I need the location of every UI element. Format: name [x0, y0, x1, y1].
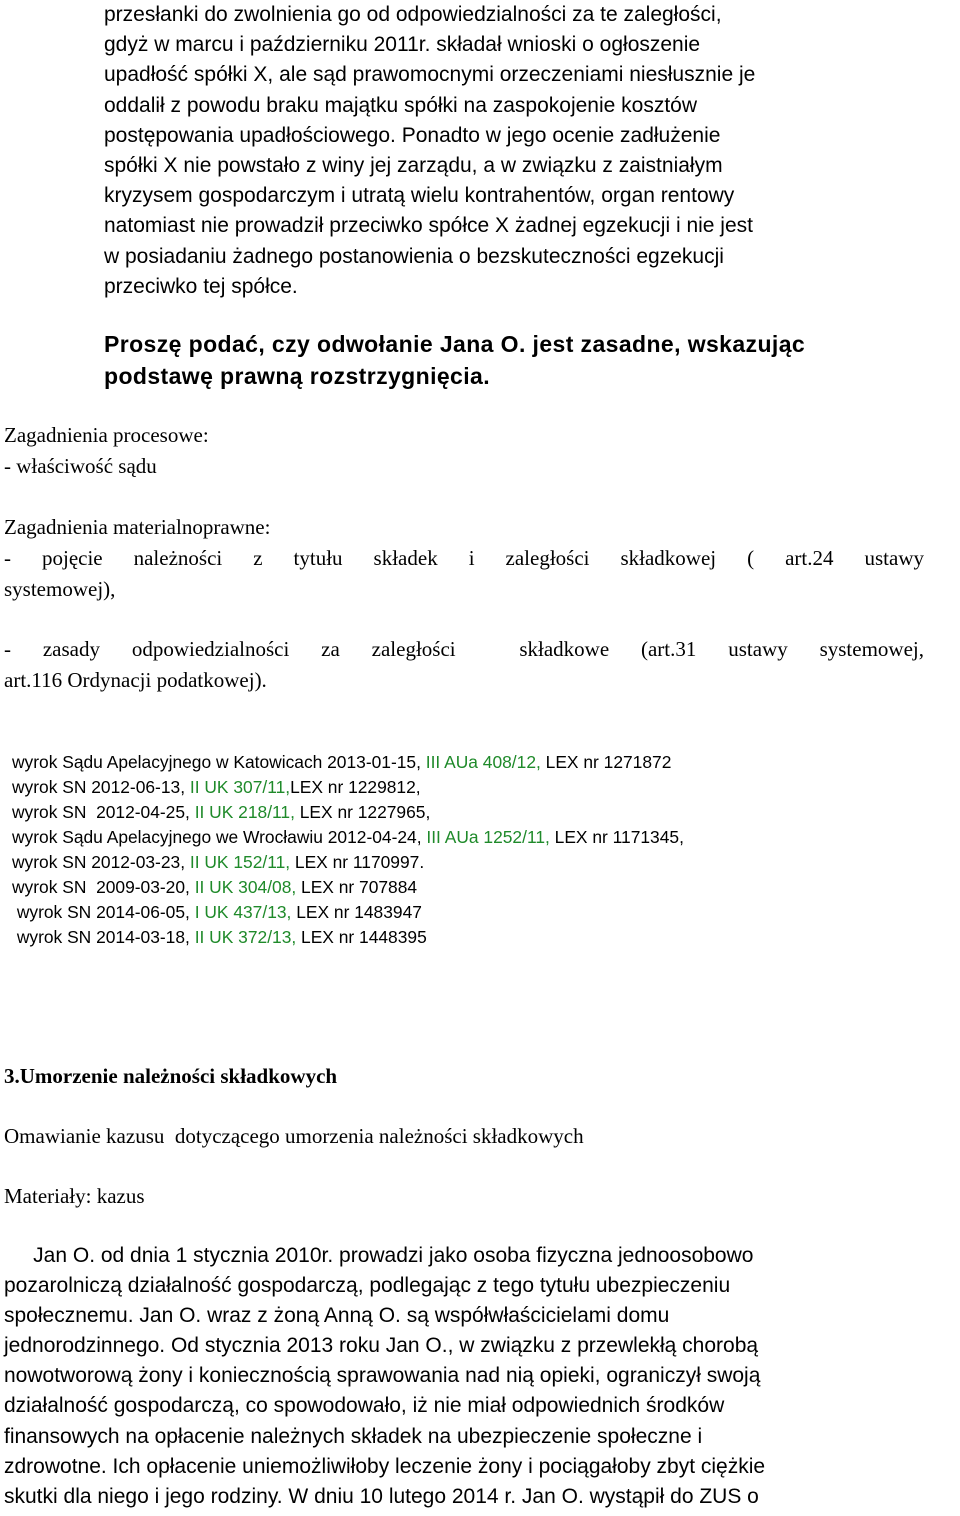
- material-heading: Zagadnienia materialnoprawne:: [4, 515, 271, 539]
- ruling-lex: LEX nr 1170997.: [290, 852, 425, 872]
- case-2-line: jednorodzinnego. Od stycznia 2013 roku Jan O., w związku z przewlekłą chorobą: [4, 1334, 759, 1358]
- question-line: Proszę podać, czy odwołanie Jana O. jest zasadne, wskazując: [104, 331, 806, 357]
- material-item-2-line-2: art.116 Ordynacji podatkowej).: [4, 668, 267, 692]
- material-item-2-line-1: - zasady odpowiedzialności za zaległości składkowe (art.31 ustawy systemowej,: [4, 637, 924, 661]
- case-line: oddalił z powodu braku majątku spółki na zaspokojenie kosztów: [104, 93, 698, 117]
- case-question: [104, 328, 944, 392]
- ruling-signature: II UK 218/11,: [194, 802, 295, 822]
- ruling-lex: LEX nr 1229812,: [290, 777, 421, 797]
- case-line: natomiast nie prowadził przeciwko spółce X żadnej egzekucji i nie jest: [104, 214, 753, 238]
- ruling-lex: LEX nr 1171345,: [549, 827, 684, 847]
- case-line: przesłanki do zwolnienia go od odpowiedzialności za te zaległości,: [104, 3, 722, 26]
- ruling-court-date: wyrok Sądu Apelacyjnego w Katowicach 2013-01-15,: [12, 752, 426, 772]
- case-description: [104, 0, 934, 302]
- case-2-line: nowotworową żony i koniecznością sprawowania nad nią opieki, ograniczył swoją: [4, 1364, 761, 1388]
- issues-section: [4, 420, 924, 696]
- case-2-line: społecznemu. Jan O. wraz z żoną Anną O. są współwłaścicielami domu: [4, 1304, 670, 1328]
- ruling-lex: LEX nr 1227965,: [294, 802, 431, 822]
- ruling-court-date: wyrok SN 2012-04-25,: [12, 802, 195, 822]
- ruling-lex: LEX nr 1483947: [291, 902, 422, 922]
- procedural-heading: Zagadnienia procesowe:: [4, 423, 209, 447]
- procedural-item: - właściwość sądu: [4, 454, 157, 478]
- case-line: gdyż w marcu i październiku 2011r. składał wnioski o ogłoszenie: [104, 33, 701, 57]
- ruling-signature: II UK 372/13,: [194, 927, 297, 947]
- ruling-item: [12, 750, 912, 775]
- ruling-signature: III AUa 408/12,: [425, 752, 541, 772]
- case-2-line: pozarolniczą działalność gospodarczą, podlegając z tego tytułu ubezpieczeniu: [4, 1274, 731, 1298]
- case-2-line: zdrowotne. Ich opłacenie uniemożliwiłoby leczenie żony i pociągałoby zbyt ciężkie: [4, 1454, 766, 1478]
- section-3: [4, 1061, 934, 1211]
- question-line: podstawę prawną rozstrzygnięcia.: [104, 363, 491, 389]
- ruling-item: [12, 800, 912, 825]
- section-3-title: 3.Umorzenie należności składkowych: [4, 1064, 338, 1088]
- ruling-signature: II UK 152/11,: [189, 852, 291, 872]
- ruling-court-date: wyrok SN 2012-03-23,: [12, 852, 190, 872]
- case-2-line: skutki dla niego i jego rodziny. W dniu 10 lutego 2014 r. Jan O. wystąpił do ZUS o: [4, 1484, 759, 1508]
- ruling-signature: II UK 307/11,: [189, 777, 291, 797]
- ruling-court-date: wyrok SN 2009-03-20,: [12, 877, 195, 897]
- ruling-item: [12, 825, 912, 850]
- ruling-court-date: wyrok SN 2014-06-05,: [12, 902, 195, 922]
- material-item-1-line-2: systemowej),: [4, 577, 116, 601]
- rulings-list: [12, 750, 912, 950]
- ruling-item: [12, 775, 912, 800]
- case-2-line: finansowych na opłacenie należnych składek na ubezpieczenie społeczne i: [4, 1424, 703, 1448]
- ruling-lex: LEX nr 1448395: [296, 927, 427, 947]
- case-2-line: działalność gospodarczą, co spowodowało, iż nie miał odpowiednich środków: [4, 1394, 725, 1418]
- case-line: kryzysem gospodarczym i utratą wielu kontrahentów, organ rentowy: [104, 184, 735, 208]
- case-line: przeciwko tej spółce.: [104, 274, 298, 298]
- case-2-description: [4, 1241, 954, 1512]
- ruling-item: [12, 925, 912, 950]
- ruling-signature: I UK 437/13,: [194, 902, 292, 922]
- ruling-item: [12, 900, 912, 925]
- case-line: upadłość spółki X, ale sąd prawomocnymi orzeczeniami niesłusznie je: [104, 63, 756, 87]
- ruling-signature: II UK 304/08,: [194, 877, 297, 897]
- case-line: w posiadaniu żadnego postanowienia o bezskuteczności egzekucji: [104, 244, 724, 268]
- case-line: postępowania upadłościowego. Ponadto w jego ocenie zadłużenie: [104, 123, 721, 147]
- ruling-item: [12, 850, 912, 875]
- case-2-line: Jan O. od dnia 1 stycznia 2010r. prowadzi jako osoba fizyczna jednoosobowo: [4, 1244, 754, 1267]
- ruling-court-date: wyrok SN 2014-03-18,: [12, 927, 195, 947]
- ruling-lex: LEX nr 707884: [296, 877, 418, 897]
- section-3-subtitle: Omawianie kazusu dotyczącego umorzenia należności składkowych: [4, 1124, 584, 1148]
- material-item-1-line-1: - pojęcie należności z tytułu składek i zaległości składkowej ( art.24 ustawy: [4, 546, 924, 570]
- ruling-item: [12, 875, 912, 900]
- ruling-signature: III AUa 1252/11,: [426, 827, 550, 847]
- ruling-court-date: wyrok Sądu Apelacyjnego we Wrocławiu 2012-04-24,: [12, 827, 427, 847]
- ruling-court-date: wyrok SN 2012-06-13,: [12, 777, 190, 797]
- case-line: spółki X nie powstało z winy jej zarządu, a w związku z zaistniałym: [104, 154, 723, 178]
- section-3-materials: Materiały: kazus: [4, 1184, 145, 1208]
- ruling-lex: LEX nr 1271872: [540, 752, 672, 772]
